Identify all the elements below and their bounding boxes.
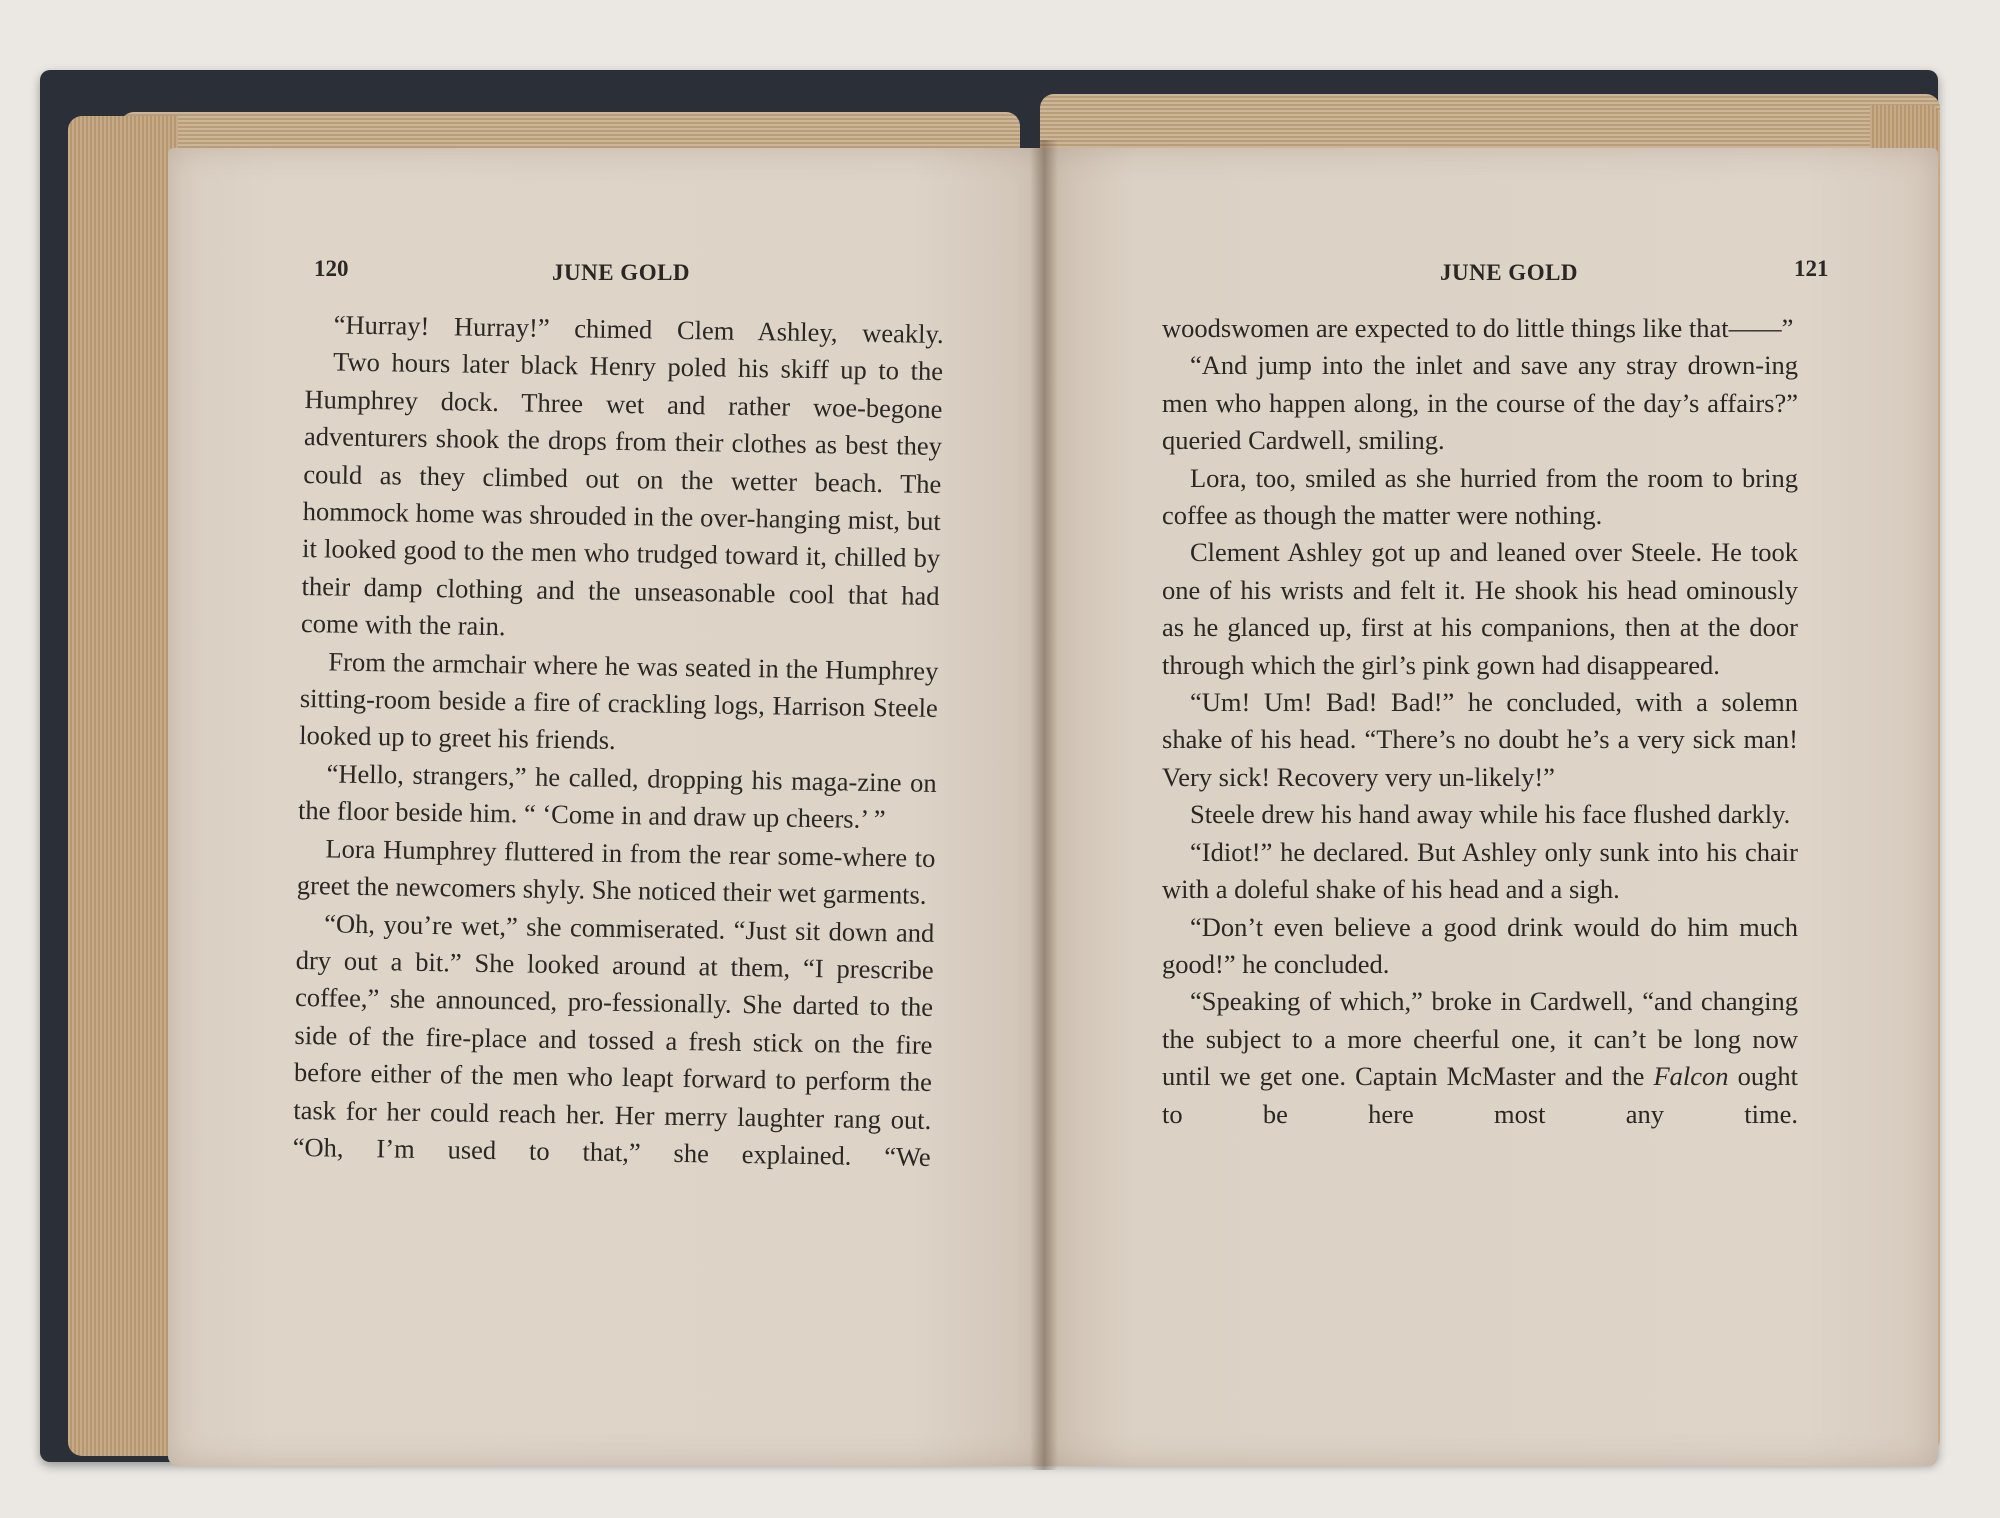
paragraph	[1162, 983, 1798, 1133]
page-edges-left	[68, 116, 178, 1456]
right-page-text	[1162, 310, 1798, 1133]
paragraph: “And jump into the inlet and save any stray drown-ing men who happen along, in the course of the day’s affairs?” queried Cardwell, smiling.	[1162, 350, 1798, 456]
paragraph: From the armchair where he was seated in the Humphrey sitting-room beside a fire of crackling logs, Harrison Steele looked up to greet his friends.	[299, 646, 939, 756]
left-page	[168, 148, 1046, 1466]
paragraph: Clement Ashley got up and leaned over Steele. He took one of his wrists and felt it. He shook his head ominously as he glanced up, first at his companions, then at the door through which the girl’s pink gown had disappeared.	[1162, 537, 1798, 680]
page-edges-top-right	[1040, 94, 1940, 156]
paragraph-text: “Speaking of which,” broke in Cardwell, “and changing the subject to a more cheerful one, it can’t be long now until we get one. Captain McMaster and the	[1162, 986, 1798, 1092]
paragraph: “Hurray! Hurray!” chimed Clem Ashley, weakly.	[333, 309, 944, 350]
left-page-header	[314, 256, 934, 296]
running-title: JUNE GOLD	[1440, 260, 1579, 285]
italic-title: Falcon	[1653, 1061, 1729, 1092]
right-page-header	[1162, 256, 1838, 296]
page-number: 121	[1794, 256, 1829, 281]
paragraph: Lora, too, smiled as she hurried from the room to bring coffee as though the matter were nothing.	[1162, 462, 1798, 531]
paragraph: Two hours later black Henry poled his skiff up to the Humphrey dock. Three wet and rather woe-begone adventurers shook the drops from their clothes as best they could as they climbed out on the wetter beach. The hommock home was shrouded in the over-hanging mist, but it looked good to the men who trudged toward it, chilled by their damp clothing and the unseasonable cool that had come with the rain.	[300, 346, 944, 642]
paragraph: “Idiot!” he declared. But Ashley only sunk into his chair with a doleful shake of his head and a sigh.	[1162, 836, 1798, 905]
book-gutter	[1030, 140, 1058, 1470]
paragraph: “Oh, you’re wet,” she commiserated. “Just sit down and dry out a bit.” She looked around at them, “I prescribe coffee,” she announced, pro-fessionally. She darted to the side of the fire-place and tossed a fresh stick on the fire before either of the men who leapt forward to perform the task for her could reach her. Her merry laughter rang out. “Oh, I’m used to that,” she explained. “We	[292, 907, 935, 1172]
paragraph: woodswomen are expected to do little things like that——”	[1162, 313, 1794, 343]
paragraph: Steele drew his hand away while his face flushed darkly.	[1190, 799, 1791, 830]
page-number: 120	[314, 256, 349, 281]
paragraph: “Don’t even believe a good drink would do him much good!” he concluded.	[1162, 911, 1798, 979]
paragraph: “Um! Um! Bad! Bad!” he concluded, with a solemn shake of his head. “There’s no doubt he’s a very sick man! Very sick! Recovery very un-likely!”	[1162, 687, 1798, 792]
right-page	[1044, 148, 1938, 1466]
paragraph: Lora Humphrey fluttered in from the rear some-where to greet the newcomers shyly. She noticed their wet garments.	[296, 833, 936, 910]
left-page-text	[292, 306, 943, 1176]
running-title: JUNE GOLD	[552, 260, 691, 285]
paragraph-text: ought to be here most any time.	[1162, 1061, 1798, 1129]
paragraph: “Hello, strangers,” he called, dropping his maga-zine on the floor beside him. “ ‘Come in and draw up cheers.’ ”	[297, 758, 937, 835]
